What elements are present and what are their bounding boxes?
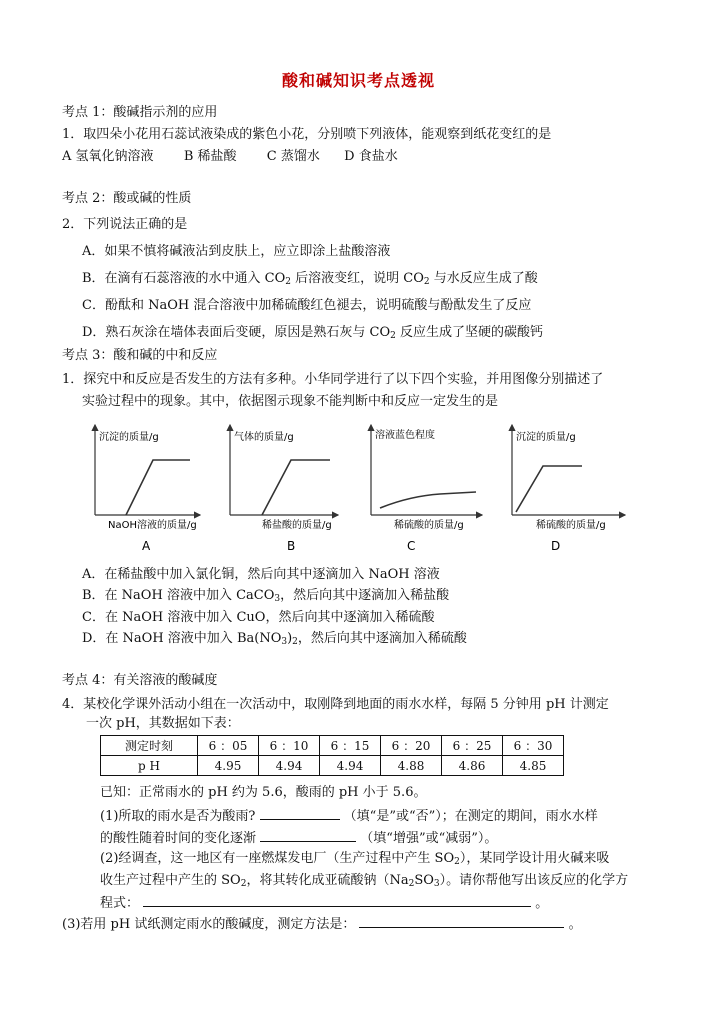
table-cell: 4.94 (320, 756, 381, 776)
table-cell: 6 ：15 (320, 736, 381, 756)
part-2-line3: 程式： 。 (100, 893, 548, 912)
graph-c-y-label: 溶液蓝色程度 (375, 430, 435, 441)
answer-blank-trend[interactable] (260, 828, 356, 842)
option-b: B 稀盐酸 (183, 149, 237, 164)
table-cell: 6 ：05 (198, 736, 259, 756)
graph-b-x-label: 稀盐酸的质量/g (262, 520, 332, 531)
ph-data-table (100, 735, 564, 776)
table-cell: 6 ：30 (503, 736, 564, 756)
question-3-option-c: C．在 NaOH 溶液中加入 CuO，然后向其中逐滴加入稀硫酸 (82, 610, 435, 625)
table-row (101, 736, 564, 756)
table-cell: 4.86 (442, 756, 503, 776)
part-1-line2: 的酸性随着时间的变化逐渐 （填“增强”或“减弱”）。 (100, 828, 497, 847)
section-2-heading: 考点 2：酸或碱的性质 (62, 191, 192, 206)
graph-c-x-label: 稀硫酸的质量/g (394, 520, 464, 531)
table-cell: 4.95 (198, 756, 259, 776)
graph-a-y-label: 沉淀的质量/g (99, 432, 159, 443)
part-1-line1: (1)所取的雨水是否为酸雨? （填“是”或“否”）；在测定的期间，雨水水样 (100, 806, 598, 825)
question-4-text-line2: 一次 pH，其数据如下表： (86, 716, 240, 731)
known-info: 已知：正常雨水的 pH 约为 5.6，酸雨的 pH 小于 5.6。 (100, 785, 427, 800)
graph-a-letter: A (142, 539, 151, 553)
part-2-line2: 收生产过程中产生的 $SO_2$，将其转化成亚硫酸钠$(Na_2SO_3)$。请你帮他写出该反应的化学方 (100, 873, 629, 889)
part-2-line1: (2)经调查，这一地区有一座燃煤发电厂（生产过程中产生 $SO_2$），某同学设计用火碱来吸 (100, 851, 610, 867)
table-cell: 4.88 (381, 756, 442, 776)
table-cell: 4.94 (259, 756, 320, 776)
table-cell: 4.85 (503, 756, 564, 776)
answer-blank-acid-rain[interactable] (260, 806, 340, 820)
graph-c (371, 425, 482, 553)
graph-b (230, 425, 338, 553)
part-3-line: (3)若用 pH 试纸测定雨水的酸碱度，测定方法是： 。 (62, 914, 582, 933)
question-1-text: 1．取四朵小花用石蕊试液染成的紫色小花，分别喷下列液体，能观察到纸花变红的是 (62, 127, 552, 142)
graph-b-y-label: 气体的质量/g (234, 432, 294, 443)
option-c: C 蒸馏水 (266, 149, 320, 164)
question-3-option-b: B．在 NaOH 溶液中加入 CaCO$_3$，然后向其中逐滴加入稀盐酸 (82, 588, 450, 604)
question-2-option-b: B．在滴有石蕊溶液的水中通入 $CO_2$ 后溶液变红，说明 $CO_2$ 与水反应生成了酸 (82, 271, 538, 287)
question-2-option-d: D．熟石灰涂在墙体表面后变硬，原因是熟石灰与 $CO_2$ 反应生成了坚硬的碳酸钙 (82, 325, 544, 341)
graph-c-letter: C (407, 539, 416, 553)
answer-blank-method[interactable] (359, 914, 564, 928)
graph-d-letter: D (551, 539, 561, 553)
table-cell: 6 ：20 (381, 736, 442, 756)
table-header-ph: p H (101, 756, 198, 776)
question-2-option-a: A．如果不慎将碱液沾到皮肤上，应立即涂上盐酸溶液 (82, 244, 391, 259)
graph-a (95, 425, 200, 553)
section-4-heading: 考点 4：有关溶液的酸碱度 (62, 673, 218, 688)
option-d: D 食盐水 (344, 149, 398, 164)
page-title: 酸和碱知识考点透视 (281, 71, 435, 90)
table-cell: 6 ：25 (442, 736, 503, 756)
table-cell: 6 ：10 (259, 736, 320, 756)
graph-d-y-label: 沉淀的质量/g (516, 432, 576, 443)
graph-d-x-label: 稀硫酸的质量/g (536, 520, 606, 531)
question-3-option-d: D．在 NaOH 溶液中加入 $Ba(NO_3)_2$，然后向其中逐滴加入稀硫酸 (82, 631, 467, 647)
graph-a-x-label: NaOH溶液的质量/g (108, 520, 197, 531)
section-1-heading: 考点 1：酸碱指示剂的应用 (62, 105, 218, 120)
graph-b-letter: B (287, 539, 296, 553)
question-3-text-line2: 实验过程中的现象。其中，依据图示现象不能判断中和反应一定发生的是 (82, 394, 499, 409)
option-a: A 氢氧化钠溶液 (62, 149, 154, 164)
question-3-text-line1: 1．探究中和反应是否发生的方法有多种。小华同学进行了以下四个实验，并用图像分别描述了 (62, 372, 604, 387)
table-row (101, 756, 564, 776)
graph-d (512, 425, 625, 553)
table-header-time: 测定时刻 (101, 736, 198, 756)
section-3-heading: 考点 3：酸和碱的中和反应 (62, 348, 218, 363)
question-2-text: 2．下列说法正确的是 (62, 217, 188, 232)
question-3-option-a: A．在稀盐酸中加入氯化铜，然后向其中逐滴加入 NaOH 溶液 (82, 567, 440, 582)
question-4-text-line1: 4．某校化学课外活动小组在一次活动中，取刚降到地面的雨水水样，每隔 5 分钟用 pH 计测定 (62, 697, 609, 712)
answer-blank-equation[interactable] (143, 893, 531, 907)
question-2-option-c: C．酚酞和 NaOH 混合溶液中加稀硫酸红色褪去，说明硫酸与酚酞发生了反应 (82, 298, 532, 313)
